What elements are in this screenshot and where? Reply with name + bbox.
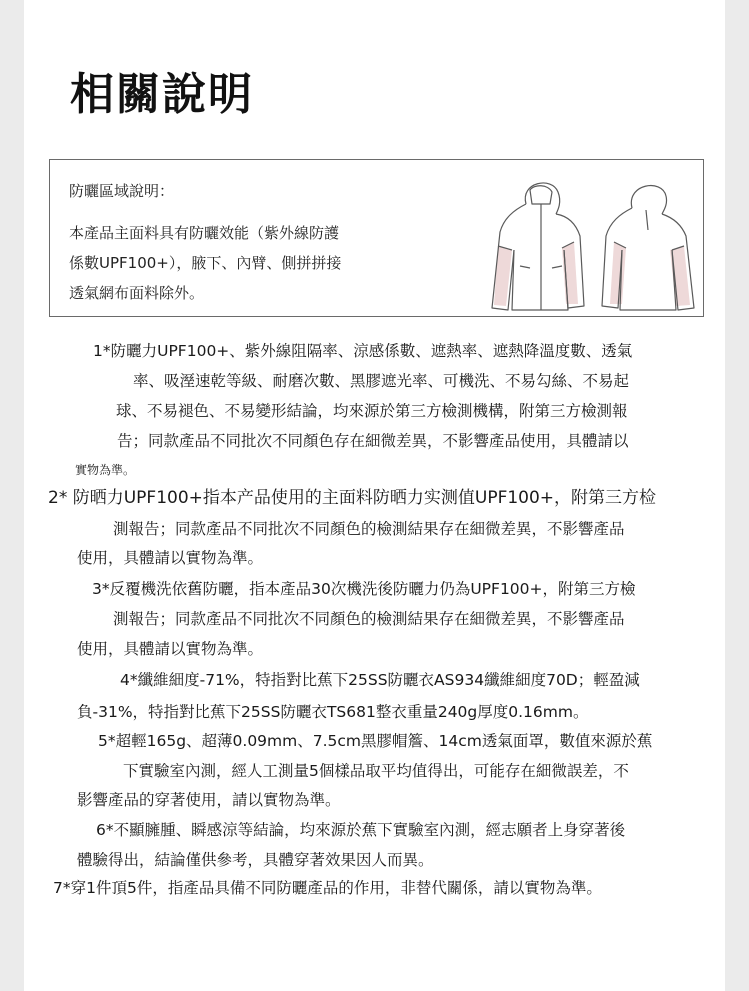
note-1-line: 實物為準。	[75, 463, 136, 477]
note-2-line: 使用，具體請以實物為準。	[77, 549, 264, 567]
sun-protection-area-box	[49, 159, 704, 317]
box-line: 透氣網布面料除外。	[69, 284, 205, 302]
note-3-line: 測報告；同款產品不同批次不同顏色的檢測結果存在細微差異，不影響產品	[113, 610, 625, 628]
note-5-line: 下實驗室內測，經人工測量5個樣品取平均值得出，可能存在細微誤差，不	[123, 762, 629, 780]
jacket-front-illustration	[492, 183, 584, 310]
jacket-diagram	[486, 170, 696, 312]
document-page	[24, 0, 725, 991]
note-6-line: 6*不顯臃腫、瞬感涼等結論，均來源於蕉下實驗室內測，經志願者上身穿著後	[96, 821, 626, 839]
note-1-line: 1*防曬力UPF100+、紫外線阻隔率、涼感係數、遮熱率、遮熱降溫度數、透氣	[93, 342, 633, 360]
note-1-line: 告；同款產品不同批次不同顏色存在細微差異，不影響產品使用，具體請以	[117, 432, 629, 450]
note-4-line: 負-31%，特指對比蕉下25SS防曬衣TS681整衣重量240g厚度0.16mm。	[77, 703, 589, 721]
box-description	[69, 218, 379, 308]
note-2-line: 測報告；同款產品不同批次不同顏色的檢測結果存在細微差異，不影響產品	[113, 520, 625, 538]
box-label: 防曬區域說明：	[69, 182, 175, 200]
note-4-line: 4*纖維細度-71%，特指對比蕉下25SS防曬衣AS934纖維細度70D；輕盈減	[120, 671, 640, 689]
box-line: 係數UPF100+），腋下、內臂、側拼拼接	[69, 254, 342, 272]
note-3-line: 3*反覆機洗依舊防曬，指本產品30次機洗後防曬力仍為UPF100+，附第三方檢	[92, 580, 636, 598]
note-7-line: 7*穿1件頂5件，指產品具備不同防曬產品的作用，非替代關係，請以實物為準。	[53, 879, 602, 897]
jacket-back-illustration	[602, 186, 694, 310]
note-5-line: 影響產品的穿著使用，請以實物為準。	[77, 791, 341, 809]
box-line: 本產品主面料具有防曬效能（紫外線防護	[69, 224, 340, 242]
note-2-line: 2* 防晒力UPF100+指本产品使用的主面料防晒力实测值UPF100+，附第三方检	[48, 488, 657, 508]
note-5-line: 5*超輕165g、超薄0.09mm、7.5cm黑膠帽簷、14cm透氣面罩，數值來源於蕉	[98, 732, 653, 750]
note-6-line: 體驗得出，結論僅供參考，具體穿著效果因人而異。	[77, 851, 434, 869]
note-1-line: 率、吸溼速乾等級、耐磨次數、黑膠遮光率、可機洗、不易勾絲、不易起	[133, 372, 630, 390]
note-1-line: 球、不易褪色、不易變形結論，均來源於第三方檢測機構，附第三方檢測報	[116, 402, 628, 420]
jacket-back-sleeve-mesh	[610, 242, 626, 304]
note-3-line: 使用，具體請以實物為準。	[77, 640, 264, 658]
page-title: 相關說明	[70, 69, 254, 120]
